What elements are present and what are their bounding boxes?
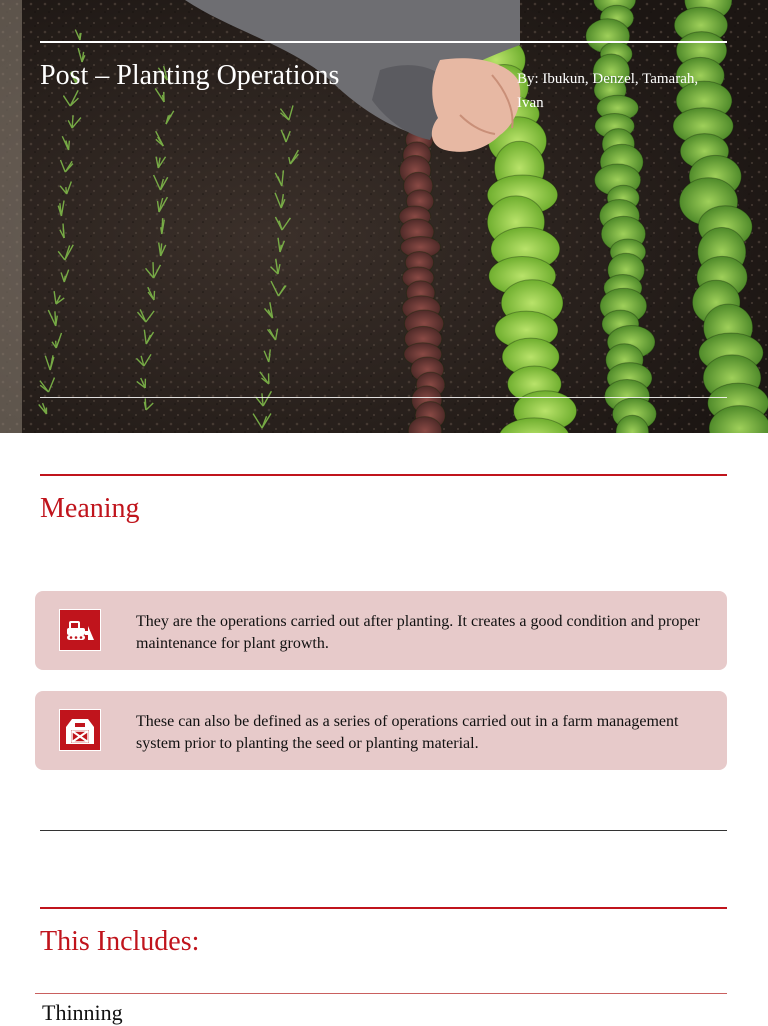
authors-byline: By: Ibukun, Denzel, Tamarah, Ivan bbox=[517, 67, 722, 115]
bulldozer-icon bbox=[59, 609, 101, 651]
list-item: Thinning bbox=[42, 1000, 123, 1026]
hero-top-rule bbox=[40, 41, 727, 43]
barn-icon bbox=[59, 709, 101, 751]
meaning-card-2-text: These can also be defined as a series of operations carried out in a farm management system prior to planting the seed or planting material. bbox=[136, 711, 716, 755]
includes-heading: This Includes: bbox=[40, 926, 199, 958]
meaning-top-rule bbox=[40, 474, 727, 476]
meaning-card-2 bbox=[35, 691, 727, 770]
hero-banner bbox=[0, 0, 768, 433]
meaning-card-1 bbox=[35, 591, 727, 670]
meaning-heading: Meaning bbox=[40, 493, 140, 525]
section-divider bbox=[40, 830, 727, 831]
hero-bottom-rule bbox=[40, 397, 727, 398]
page-title: Post – Planting Operations bbox=[40, 60, 339, 92]
includes-top-rule bbox=[40, 907, 727, 909]
includes-list-rule bbox=[35, 993, 727, 994]
meaning-card-1-text: They are the operations carried out after planting. It creates a good condition and proper maintenance for plant growth. bbox=[136, 611, 716, 655]
